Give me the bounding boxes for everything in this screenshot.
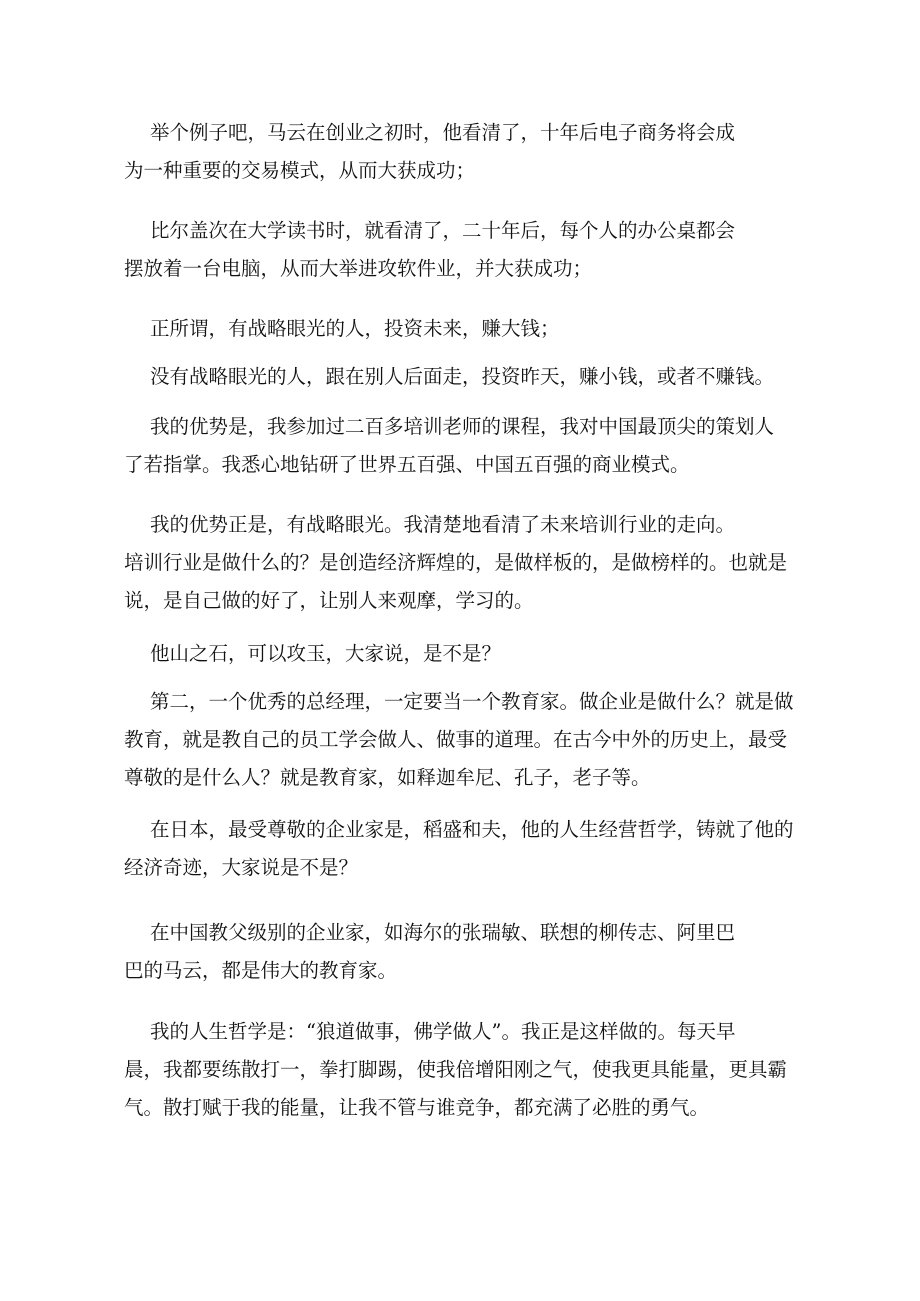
text-line: 在日本，最受尊敬的企业家是，稻盛和夫，他的人生经营哲学，铸就了他的 [150, 818, 794, 841]
text-line: 第二，一个优秀的总经理，一定要当一个教育家。做企业是做什么？就是做 [150, 690, 794, 713]
paragraph-9 [124, 811, 824, 887]
paragraph-10 [124, 914, 824, 990]
text-line: 说，是自己做的好了，让别人来观摩，学习的。 [124, 589, 534, 612]
text-line: 摆放着一台电脑，从而大举进攻软件业，并大获成功； [124, 257, 593, 280]
paragraph-2 [124, 212, 824, 288]
text-line: 气。散打赋于我的能量，让我不管与谁竞争，都充满了必胜的勇气。 [124, 1096, 710, 1119]
text-line: 经济奇迹，大家说是不是？ [124, 856, 359, 879]
paragraph-5 [124, 408, 824, 484]
text-line: 我的人生哲学是：“狼道做事，佛学做人”。我正是这样做的。每天早 [150, 1020, 736, 1043]
text-line: 为一种重要的交易模式，从而大获成功； [124, 159, 476, 182]
text-line: 没有战略眼光的人，跟在别人后面走，投资昨天，赚小钱，或者不赚钱。 [150, 365, 775, 388]
paragraph-1 [124, 114, 824, 190]
text-line: 教育，就是教自己的员工学会做人、做事的道理。在古今中外的历史上，最受 [124, 728, 788, 751]
text-line: 巴的马云，都是伟大的教育家。 [124, 959, 398, 982]
paragraph-11 [124, 1013, 824, 1127]
paragraph-4 [124, 358, 824, 396]
text-line: 举个例子吧，马云在创业之初时，他看清了，十年后电子商务将会成 [150, 121, 736, 144]
text-line: 我的优势是，我参加过二百多培训老师的课程，我对中国最顶尖的策划人 [150, 415, 775, 438]
text-line: 他山之石，可以攻玉，大家说，是不是？ [150, 642, 502, 665]
paragraph-3 [124, 310, 824, 348]
text-line: 在中国教父级别的企业家，如海尔的张瑞敏、联想的柳传志、阿里巴 [150, 921, 736, 944]
text-line: 我的优势正是，有战略眼光。我清楚地看清了未来培训行业的走向。 [150, 513, 736, 536]
paragraph-6 [124, 506, 824, 620]
paragraph-7 [124, 635, 824, 673]
text-line: 了若指掌。我悉心地钻研了世界五百强、中国五百强的商业模式。 [124, 453, 690, 476]
text-line: 尊敬的是什么人？就是教育家，如释迦牟尼、孔子，老子等。 [124, 766, 651, 789]
paragraph-8 [124, 683, 824, 797]
text-line: 培训行业是做什么的？是创造经济辉煌的，是做样板的，是做榜样的。也就是 [124, 551, 788, 574]
text-line: 正所谓，有战略眼光的人，投资未来，赚大钱； [150, 317, 560, 340]
text-line: 晨，我都要练散打一，拳打脚踢，使我倍增阳刚之气，使我更具能量，更具霸 [124, 1058, 788, 1081]
text-line: 比尔盖次在大学读书时，就看清了，二十年后，每个人的办公桌都会 [150, 219, 736, 242]
